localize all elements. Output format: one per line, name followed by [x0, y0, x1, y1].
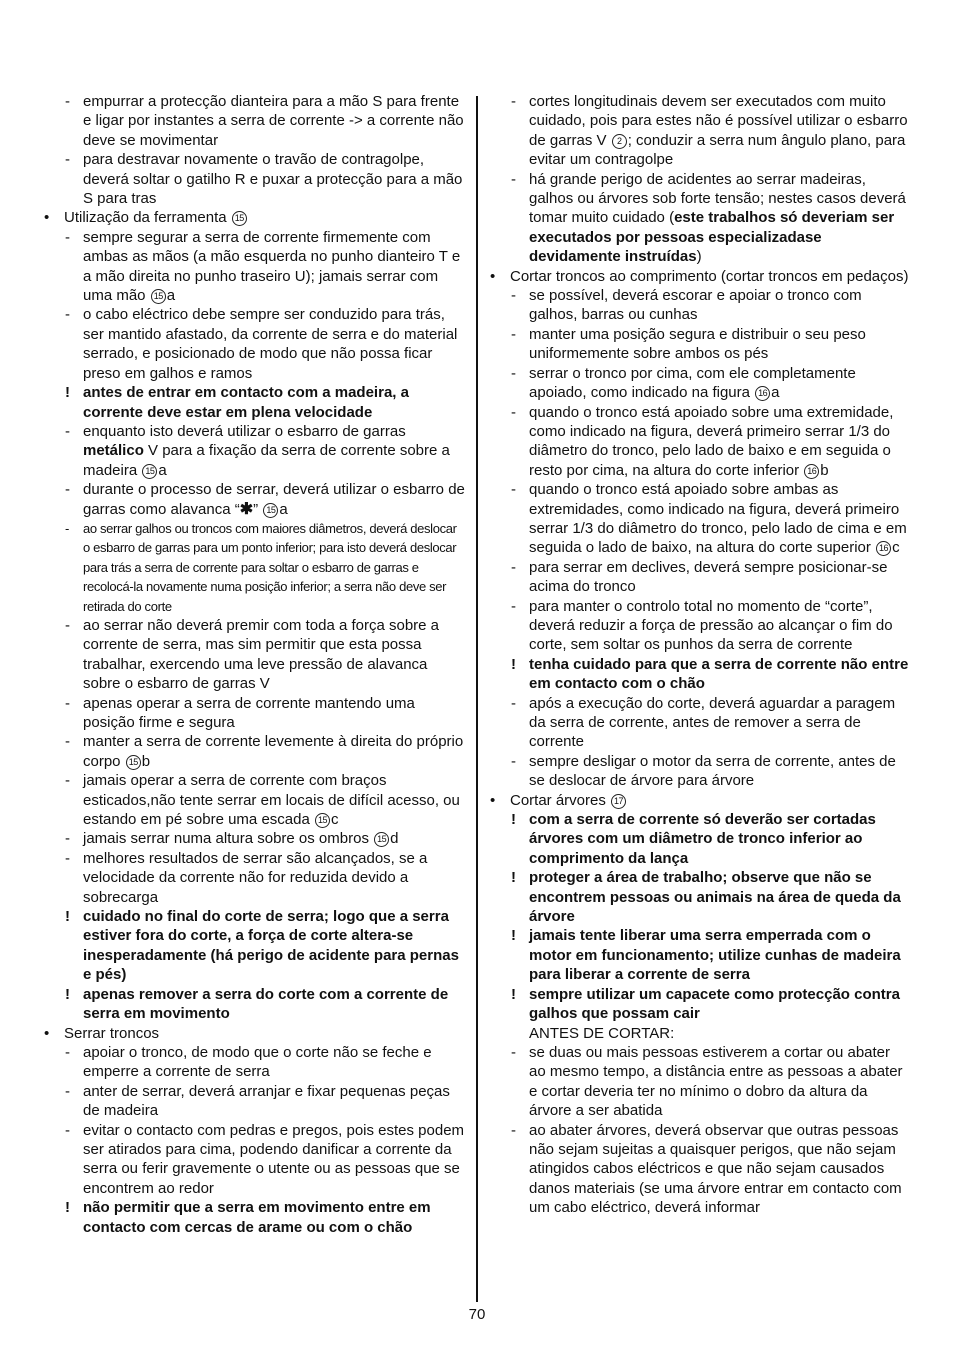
- dash-icon: -: [65, 1121, 70, 1139]
- text-run: antes de entrar em contacto com a madeira, a corrente deve estar em plena velocidade: [83, 384, 409, 421]
- dash-icon: -: [65, 481, 70, 499]
- text-run: b: [141, 752, 151, 770]
- dash-icon: -: [65, 93, 70, 110]
- dash-icon: -: [65, 830, 70, 848]
- dash-icon: -: [65, 520, 69, 536]
- text-run: para manter o controlo total no momento de “corte”, deverá reduzir a força de pressão ao alcançar o fim do corte, sem soltar os punhos da serra de corrente: [529, 597, 893, 654]
- page-number: 70: [468, 1306, 486, 1323]
- warning-item: [486, 810, 910, 868]
- text-run: c: [892, 539, 900, 557]
- text-run: cortes longitudinais devem ser executados com muito cuidado, pois para estes não é possível utilizar o esbarro de garras V: [529, 93, 908, 149]
- dash-icon: -: [511, 364, 516, 382]
- dash-item: [40, 228, 466, 306]
- warning-item: [486, 868, 910, 926]
- warning-icon: !: [511, 811, 516, 829]
- dash-icon: -: [511, 325, 516, 343]
- bullet-item: [486, 791, 910, 810]
- bullet-icon: •: [44, 209, 50, 227]
- dash-item: [40, 422, 466, 480]
- dash-item: [486, 364, 910, 403]
- figure-ref-icon: 16: [755, 386, 770, 401]
- figure-ref-icon: 17: [611, 794, 626, 809]
- dash-item: [40, 92, 466, 150]
- dash-item: [486, 694, 910, 752]
- figure-ref-icon: 15: [374, 832, 389, 847]
- text-run: se duas ou mais pessoas estiverem a cortar ou abater ao mesmo tempo, a distância entre as pessoas a abater e cortar deveria ter no mínimo o dobro da altura da árvore a ser abatida: [529, 1043, 903, 1120]
- text-run: apenas remover a serra do corte com a corrente de serra em movimento: [83, 985, 449, 1023]
- text-run: manter a serra de corrente levemente à direita do próprio corpo: [83, 733, 464, 770]
- warning-item: [486, 985, 910, 1024]
- figure-ref-icon: 15: [232, 211, 247, 226]
- text-run: há grande perigo de acidentes ao serrar madeiras, galhos ou árvores sob forte tensão; nestes casos deverá tomar muito cuidado (: [529, 170, 906, 227]
- figure-ref-icon: 15: [151, 289, 166, 304]
- text-run: ao serrar não deverá premir com toda a força sobre a corrente de serra, mas sim permitir que esta possa trabalhar, exercendo uma leve pressão de alavanca sobre o esbarro de garras V: [83, 616, 440, 693]
- text-run: o cabo eléctrico debe sempre ser conduzido para trás, ser mantido afastado, da corrente de serra e do material serrado, e posicionado de modo que não possa ficar preso em galhos e ramos: [83, 306, 458, 382]
- text-run: sempre desligar o motor da serra de corrente, antes de se deslocar de árvore para árvore: [529, 752, 896, 790]
- warning-icon: !: [65, 384, 70, 402]
- text-run: Utilização da ferramenta: [64, 209, 231, 227]
- dash-icon: -: [65, 151, 70, 169]
- warning-icon: !: [511, 985, 516, 1003]
- dash-item: [40, 1121, 466, 1199]
- lever-symbol-icon: ✱: [239, 500, 254, 518]
- text-run: sempre segurar a serra de corrente firmemente com ambas as mãos (a mão esquerda no punho dianteiro T e a mão direita no punho traseiro U); jamais serrar com uma mão: [83, 228, 461, 305]
- dash-item: [486, 286, 910, 325]
- text-run: cuidado no final do corte de serra; logo que a serra estiver fora do corte, a força de corte altera-se inesperadamente (há perigo de acidente para pernas e pés): [83, 908, 459, 984]
- text-run: empurrar a protecção dianteira para a mão S para frente e ligar por instantes a serra de corrente -> a corrente não deve se movimentar: [83, 93, 464, 149]
- dash-item: [40, 694, 466, 733]
- dash-item: [40, 829, 466, 848]
- dash-item: [486, 170, 910, 267]
- warning-item: [40, 1198, 466, 1237]
- figure-ref-icon: 2: [612, 134, 627, 149]
- text-run: quando o tronco está apoiado sobre ambas as extremidades, como indicado na figura, deverá primeiro serrar 1/3 do diâmetro do tronco, pelo lado de cima e em seguida o lado de baixo, na altura do corte superior: [529, 481, 907, 557]
- text-run: c: [330, 811, 339, 829]
- dash-icon: -: [65, 1082, 70, 1100]
- bullet-item: [40, 1024, 466, 1043]
- section-heading: [486, 1024, 910, 1043]
- dash-icon: -: [511, 1043, 516, 1061]
- text-run: evitar o contacto com pedras e pregos, pois estes podem ser atirados para cima, podendo danificar a corrente da serra ou ferir gravemente o utente ou as pessoas que se encontrem ao redor: [83, 1121, 465, 1197]
- dash-icon: -: [65, 306, 70, 324]
- warning-icon: !: [511, 927, 516, 945]
- dash-icon: -: [511, 403, 516, 421]
- bullet-item: [486, 267, 910, 286]
- bullet-icon: •: [44, 1024, 50, 1042]
- warning-icon: !: [511, 869, 516, 887]
- dash-item: [486, 92, 910, 170]
- warning-item: [486, 926, 910, 984]
- dash-icon: -: [65, 1043, 70, 1061]
- dash-icon: -: [511, 694, 516, 712]
- text-run: d: [390, 830, 399, 848]
- figure-ref-icon: 15: [263, 503, 278, 518]
- warning-icon: !: [65, 985, 70, 1003]
- text-run: ”: [253, 500, 263, 518]
- dash-item: [486, 558, 910, 597]
- text-run: jamais operar a serra de corrente com braços esticados,não tente serrar em locais de difícil acesso, ou estando em pé sobre uma escada: [83, 772, 460, 829]
- text-run: anter de serrar, deverá arranjar e fixar pequenas peças de madeira: [83, 1082, 450, 1120]
- text-run: enquanto isto deverá utilizar o esbarro de garras: [83, 422, 406, 440]
- text-run: tenha cuidado para que a serra de corrente não entre em contacto com o chão: [529, 655, 909, 693]
- text-run: jamais tente liberar uma serra emperrada com o motor em funcionamento; utilize cunhas de madeira para liberar a corrente de serra: [529, 927, 901, 984]
- text-run: quando o tronco está apoiado sobre uma extremidade, como indicado na figura, deverá primeiro serrar 1/3 do diâmetro do tronco, pelo lado de baixo e em seguida o resto por cima, na altura do corte inferior: [529, 403, 894, 479]
- dash-icon: -: [511, 558, 516, 576]
- bullet-item: [40, 208, 466, 227]
- dash-icon: -: [511, 287, 516, 305]
- text-run: a: [166, 287, 176, 305]
- dash-icon: -: [511, 481, 516, 499]
- text-run: V para a fixação da serra de corrente sobre a madeira: [83, 442, 450, 479]
- figure-ref-icon: 15: [142, 464, 157, 479]
- bullet-icon: •: [490, 791, 496, 809]
- dash-icon: -: [65, 772, 70, 790]
- text-run: b: [820, 461, 829, 479]
- dash-icon: -: [65, 733, 70, 751]
- text-run: ANTES DE CORTAR:: [529, 1024, 675, 1042]
- dash-item: [40, 771, 466, 829]
- text-run: se possível, deverá escorar e apoiar o tronco com galhos, barras ou cunhas: [529, 287, 862, 324]
- figure-ref-icon: 16: [876, 541, 891, 556]
- text-run: com a serra de corrente só deverão ser cortadas árvores com um diâmetro de tronco inferior ao comprimento da lança: [529, 811, 876, 867]
- dash-item: [486, 597, 910, 655]
- warning-icon: !: [65, 908, 70, 926]
- text-run: proteger a área de trabalho; observe que não se encontrem pessoas ou animais na área de queda da árvore: [529, 869, 901, 926]
- text-run: metálico: [83, 442, 144, 460]
- text-run: manter uma posição segura e distribuir o seu peso uniformemente sobre ambos os pés: [529, 325, 866, 363]
- column-divider: [476, 96, 478, 1302]
- right-column: [486, 92, 910, 1218]
- dash-item: [40, 480, 466, 519]
- dash-item: [40, 150, 466, 208]
- text-run: este trabalhos só deveriam ser executados por pessoas especializadase devidamente instruídas: [529, 209, 895, 266]
- text-run: Cortar árvores: [510, 791, 611, 809]
- dash-item: [40, 849, 466, 907]
- dash-item: [486, 325, 910, 364]
- left-column: [40, 92, 466, 1237]
- dash-item: [486, 403, 910, 481]
- text-run: apenas operar a serra de corrente mantendo uma posição firme e segura: [83, 694, 415, 731]
- dash-item: [40, 616, 466, 694]
- dash-icon: -: [511, 170, 516, 188]
- dash-item: [40, 305, 466, 383]
- text-run: a: [158, 461, 167, 479]
- dash-icon: -: [65, 694, 70, 712]
- text-run: para serrar em declives, deverá sempre posicionar-se acima do tronco: [529, 558, 888, 596]
- dash-item: [486, 752, 910, 791]
- dash-icon: -: [65, 228, 70, 246]
- text-run: não permitir que a serra em movimento entre em contacto com cercas de arame ou com o chão: [83, 1199, 431, 1236]
- dash-icon: -: [65, 616, 70, 634]
- text-run: ao abater árvores, deverá observar que outras pessoas não sejam sujeitas a quaisquer perigos, que não sejam atingidos cabos eléctricos e que não sejam causados danos materiais (se uma árvore entrar em contacto com um cabo eléctrico, deverá informar: [529, 1121, 902, 1217]
- dash-item: [40, 519, 466, 616]
- dash-item: [486, 1043, 910, 1121]
- warning-item: [40, 907, 466, 985]
- dash-icon: -: [511, 93, 516, 110]
- text-run: ao serrar galhos ou troncos com maiores diâmetros, deverá deslocar o esbarro de garras para um ponto inferior; para isto deverá deslocar para trás a serra de corrente para soltar o esbarro de garras e recolocá-la novamente numa posição inferior; a serra não deve ser retirada do corte: [83, 520, 457, 614]
- text-run: após a execução do corte, deverá aguardar a paragem da serra de corrente, antes de remover a serra de corrente: [529, 694, 896, 751]
- text-run: Cortar troncos ao comprimento (cortar troncos em pedaços): [510, 267, 909, 285]
- text-run: apoiar o tronco, de modo que o corte não se feche e emperre a corrente de serra: [83, 1043, 432, 1081]
- figure-ref-icon: 16: [804, 464, 819, 479]
- warning-icon: !: [511, 655, 516, 673]
- dash-icon: -: [511, 1121, 516, 1139]
- dash-icon: -: [65, 849, 70, 867]
- text-run: ; conduzir a serra num ângulo plano, para evitar um contragolpe: [529, 131, 906, 169]
- dash-item: [40, 732, 466, 771]
- dash-item: [40, 1082, 466, 1121]
- dash-icon: -: [65, 422, 70, 440]
- figure-ref-icon: 15: [315, 813, 330, 828]
- text-run: Serrar troncos: [64, 1024, 160, 1042]
- text-run: para destravar novamente o travão de contragolpe, deverá soltar o gatilho R e puxar a protecção para a mão S para tras: [83, 151, 463, 208]
- text-run: durante o processo de serrar, deverá utilizar o esbarro de garras como alavanca “: [83, 481, 465, 518]
- dash-item: [486, 480, 910, 558]
- dash-icon: -: [511, 597, 516, 615]
- text-run: ): [696, 248, 702, 266]
- warning-item: [40, 383, 466, 422]
- figure-ref-icon: 15: [126, 755, 141, 770]
- bullet-icon: •: [490, 267, 496, 285]
- text-run: melhores resultados de serrar são alcançados, se a velocidade da corrente não for reduzida devido a sobrecarga: [83, 849, 428, 906]
- dash-icon: -: [511, 752, 516, 770]
- warning-item: [40, 985, 466, 1024]
- warning-item: [486, 655, 910, 694]
- text-run: a: [771, 384, 780, 402]
- dash-item: [40, 1043, 466, 1082]
- text-run: jamais serrar numa altura sobre os ombros: [83, 830, 374, 848]
- text-run: serrar o tronco por cima, com ele completamente apoiado, como indicado na figura: [529, 364, 856, 402]
- text-run: a: [279, 500, 288, 518]
- warning-icon: !: [65, 1199, 70, 1217]
- text-run: sempre utilizar um capacete como protecção contra galhos que possam cair: [529, 985, 900, 1023]
- dash-item: [486, 1121, 910, 1218]
